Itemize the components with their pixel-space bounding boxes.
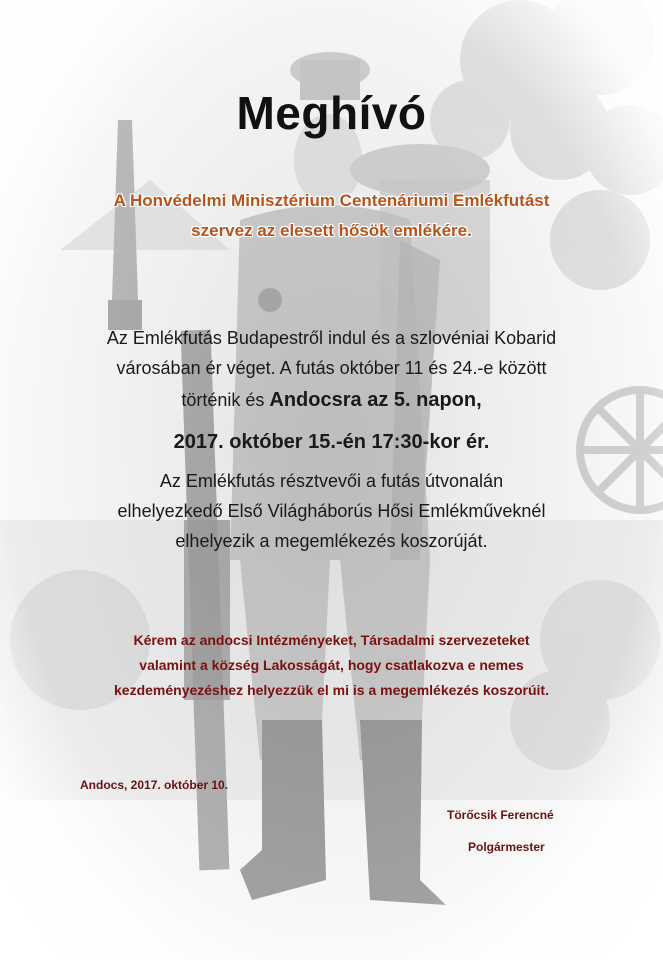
- signatory-name: Törőcsik Ferencné: [447, 808, 554, 822]
- subtitle-line-1: A Honvédelmi Minisztérium Centenáriumi Emlékfutást: [113, 191, 550, 210]
- subtitle-line-2: szervez az elesett hősök emlékére.: [191, 221, 472, 240]
- page-title: Meghívó: [236, 87, 427, 139]
- body-line-3-prefix: történik és: [181, 390, 270, 410]
- arrival-datetime: 2017. október 15.-én 17:30-kor ér.: [173, 431, 490, 453]
- appeal-line-2: valamint a község Lakosságát, hogy csatlakozva e nemes: [139, 657, 524, 673]
- place-date: Andocs, 2017. október 10.: [80, 778, 229, 792]
- signatory-role: Polgármester: [468, 840, 545, 854]
- body-line-2: városában ér véget. A futás október 11 és 24.-e között: [116, 358, 547, 378]
- body-line-6: elhelyezkedő Első Világháborús Hősi Emlékműveknél: [117, 501, 546, 521]
- body-line-3: [0, 385, 663, 415]
- body-line-5: Az Emlékfutás résztvevői a futás útvonalán: [159, 471, 504, 491]
- appeal-line-1: Kérem az andocsi Intézményeket, Társadalmi szervezeteket: [133, 632, 530, 648]
- body-line-1: Az Emlékfutás Budapestről indul és a szlovéniai Kobarid: [106, 328, 557, 348]
- body-line-7: elhelyezik a megemlékezés koszorúját.: [175, 531, 488, 551]
- arrival-day: Andocsra az 5. napon,: [269, 389, 482, 411]
- appeal-line-3: kezdeményezéshez helyezzük el mi is a megemlékezés koszorúit.: [114, 682, 549, 698]
